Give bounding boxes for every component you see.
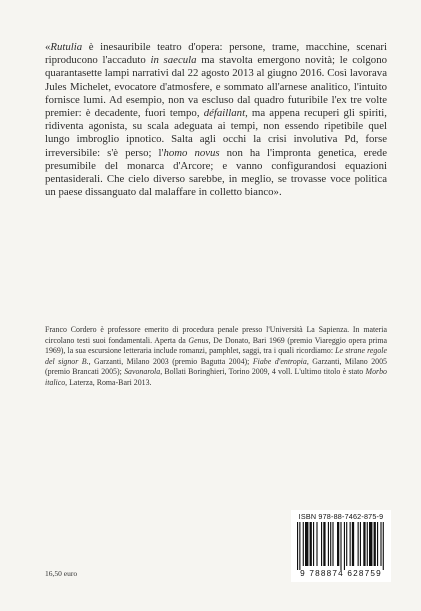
barcode-bar: [299, 522, 300, 570]
bio-text-6: , Laterza, Roma-Bari 2013.: [65, 377, 152, 387]
bio-text-1: Franco Cordero è professore emerito di procedura penale presso l'Università La Sapienza. In materia circolano testi suoi fondamentali. Aperta da: [45, 325, 387, 345]
bio-title-morbo: Morbo italico: [45, 367, 387, 387]
barcode-bar: [321, 522, 322, 566]
bio-text-3: , Garzanti, Milano 2003 (premio Bagutta 2004);: [88, 356, 253, 366]
barcode-bar: [297, 522, 298, 570]
blurb-text-1: è inesauribile teatro d'opera: persone, trame, macchine, scenari riproducono l'accaduto: [45, 41, 387, 67]
barcode-block: [291, 510, 391, 582]
barcode-bar: [316, 522, 317, 566]
bio-text-2: , De Donato, Bari 1969 (premio Viareggio opera prima 1969), la sua escursione letteraria include romanzi, pamphlet, saggi, tra i quali ricordiamo:: [45, 335, 387, 356]
blurb-in-saecula: in saecula: [150, 54, 197, 67]
barcode-bar: [303, 522, 304, 566]
isbn-label: ISBN 978-88-7462-875-9: [298, 512, 384, 521]
bio-title-savonarola: Savonarola: [124, 367, 161, 377]
barcode-bar: [367, 522, 368, 566]
bio-title-genus: Genus: [188, 335, 209, 345]
barcode-bar: [313, 522, 314, 566]
barcode-bar: [380, 522, 381, 566]
barcode-bar: [383, 522, 384, 570]
barcode-bar: [369, 522, 372, 566]
blurb-homo-novus: homo novus: [163, 146, 220, 159]
bio-text-5: , Bollati Boringhieri, Torino 2009, 4 voll. L'ultimo titolo è stato: [160, 367, 366, 377]
barcode-bar: [310, 522, 312, 566]
blurb-text-3: , ma appena recuperi gli spiriti, ridiventa agonista, su scala adeguata ai tempi, non essendo ripetibile quel lungo imbroglio ipnotico. Salta agli occhi la crisi involutiva Pd, forse irreversibile: s'è perso; l': [45, 107, 387, 159]
bio-text-4: , Garzanti, Milano 2005 (premio Brancati 2005);: [45, 356, 387, 377]
barcode-bar: [340, 522, 341, 570]
blurb-text-4: non ha l'impronta genetica, erede presumibile del monarca d'Arcore; e vanno configurandosi equazioni pentasiderali. Che cielo diverso sarebbe, in meglio, se trovasse voce politica un paese dissanguato dal malaffare in colletto bianco».: [45, 146, 388, 199]
barcode-bar: [337, 522, 339, 566]
barcode-bar: [363, 522, 365, 566]
barcode-icon: [297, 522, 385, 570]
author-bio: [45, 325, 387, 389]
barcode-bar: [344, 522, 345, 570]
bio-title-fiabe: Fiabe d'entropia: [252, 356, 307, 366]
blurb-text-2: ma stavolta emergono novità; le colgono quarantasette lampi narrativi dal 22 agosto 2013 al giugno 2016. Così lavorava Jules Michelet, evocatore d'atmosfere, e sommato all'arnese analitico, l'intuito fornisce lumi. Ad esempio, non va escluso dal quadro futuribile l'ex tre volte premier: è decadente, fuori tempo,: [45, 54, 387, 120]
barcode-bar: [374, 522, 376, 566]
barcode-bar: [358, 522, 359, 566]
bio-title-strane-regole: Le strane regole del signor B.: [45, 346, 387, 366]
barcode-bar: [352, 522, 354, 566]
barcode-digits: 9 788874 628759: [300, 569, 382, 578]
barcode-bar: [330, 522, 331, 566]
barcode-bar: [360, 522, 361, 566]
barcode-bar: [377, 522, 378, 566]
blurb-defaillant: défaillant: [203, 107, 246, 120]
blurb-title-italic: Rutulia: [50, 41, 83, 53]
back-cover-blurb: «Rutulia è inesauribile teatro d'opera: persone, trame, macchine, scenari riproducono l'accaduto in saecula ma stavolta emergono novità; le colgono quarantasette lampi narrativi dal 22 agosto 2013 al giugno 2016. Così lavorava Jules Michelet, evocatore d'atmosfere, e sommato all'arnese analitico, l'intuito fornisce lumi. Ad esempio, non va escluso dal quadro futuribile l'ex tre volte premier: è decadente, fuori tempo, défaillant, ma appena recuperi gli spiriti, ridiventa agonista, su scala adeguata ai tempi, non essendo ripetibile quel lungo imbroglio ipnotico. Salta agli occhi la crisi involutiva Pd, forse irreversibile: s'è perso; l'homo novus non ha l'impronta genetica, erede presumibile del monarca d'Arcore; e vanno configurandosi equazioni pentasiderali. Che cielo diverso sarebbe, in meglio, se trovasse voce politica un paese dissanguato dal malaffare in colletto bianco».: [45, 41, 388, 199]
barcode-bar: [328, 522, 329, 566]
price-label: 16,50 euro: [45, 569, 78, 578]
barcode-bar: [332, 522, 333, 566]
barcode-bar: [323, 522, 325, 566]
barcode-bar: [350, 522, 351, 566]
barcode-bar: [305, 522, 308, 566]
barcode-bar: [346, 522, 347, 566]
